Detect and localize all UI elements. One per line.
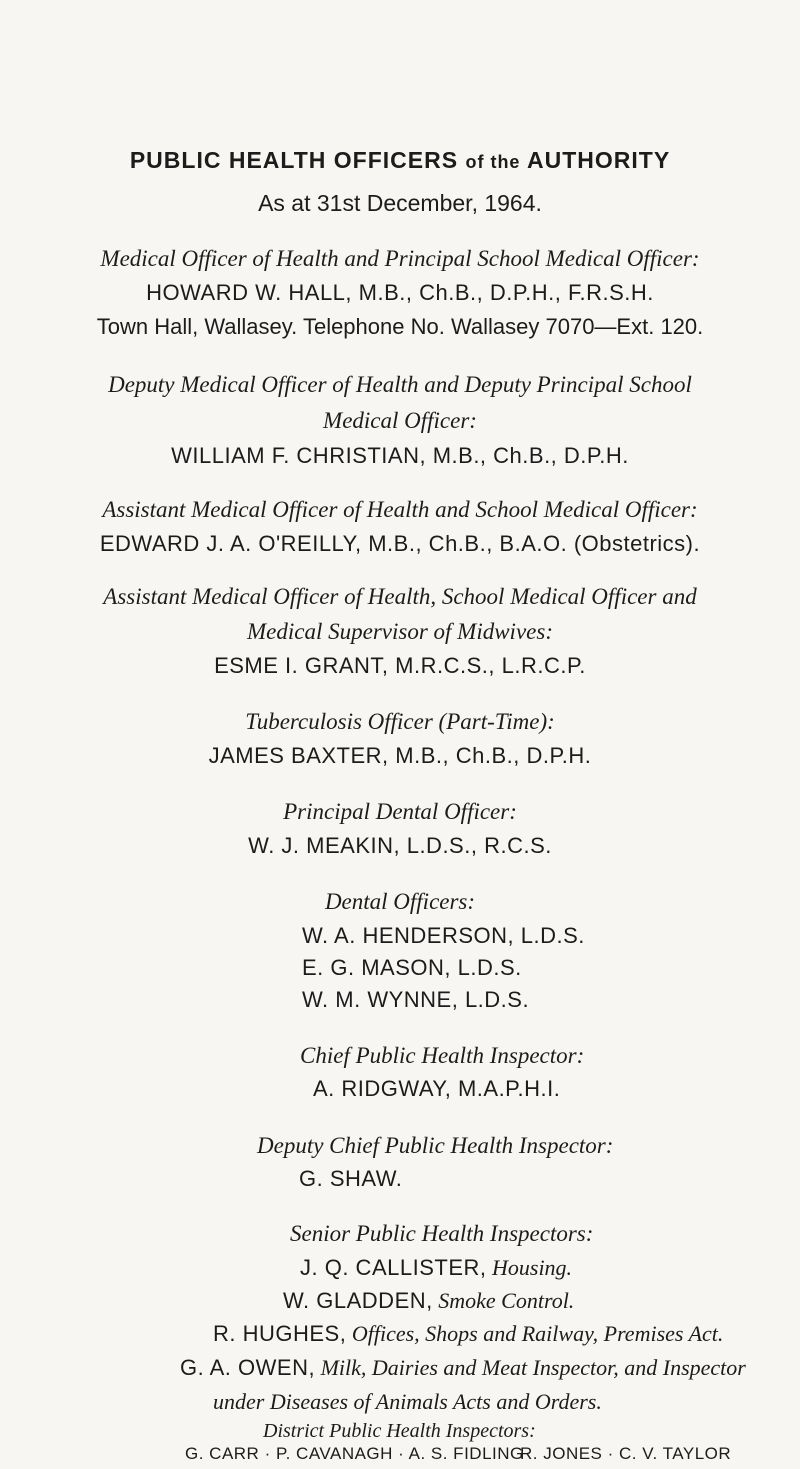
chief-phi-role: Chief Public Health Inspector: bbox=[300, 1043, 585, 1068]
district-phi-role: District Public Health Inspectors: bbox=[263, 1420, 536, 1442]
principal-dental-role: Principal Dental Officer: bbox=[283, 799, 517, 824]
assistant-moh-2-role-cont: Medical Supervisor of Midwives: bbox=[247, 619, 553, 644]
senior-phi-duty: Housing. bbox=[492, 1255, 573, 1280]
district-phi-name: C. V. TAYLOR bbox=[619, 1444, 732, 1463]
senior-phi-name: J. Q. CALLISTER, bbox=[300, 1255, 487, 1280]
senior-phi-duty: Milk, Dairies and Meat Inspector, and Inspector bbox=[320, 1355, 746, 1380]
dental-officers-role: Dental Officers: bbox=[324, 889, 476, 914]
moh-name: HOWARD W. HALL, M.B., Ch.B., D.P.H., F.R.S.H. bbox=[146, 280, 654, 305]
tb-officer-role: Tuberculosis Officer (Part-Time): bbox=[245, 709, 555, 734]
title-part-1: PUBLIC HEALTH OFFICERS bbox=[129, 147, 459, 173]
senior-phi-role: Senior Public Health Inspectors: bbox=[290, 1221, 594, 1246]
deputy-chief-phi-role: Deputy Chief Public Health Inspector: bbox=[257, 1133, 614, 1158]
report-date: As at 31st December, 1964. bbox=[258, 190, 542, 216]
deputy-moh-name: WILLIAM F. CHRISTIAN, M.B., Ch.B., D.P.H. bbox=[171, 443, 629, 468]
title-part-3: AUTHORITY bbox=[527, 147, 671, 173]
senior-phi-name: G. A. OWEN, bbox=[180, 1355, 316, 1380]
chief-phi-name: A. RIDGWAY, M.A.P.H.I. bbox=[313, 1076, 561, 1101]
tb-officer-name: JAMES BAXTER, M.B., Ch.B., D.P.H. bbox=[208, 743, 592, 768]
senior-phi-continuation: under Diseases of Animals Acts and Orders. bbox=[213, 1389, 602, 1414]
senior-phi-duty: Offices, Shops and Railway, Premises Act. bbox=[351, 1321, 724, 1346]
senior-phi-name: W. GLADDEN, bbox=[283, 1288, 433, 1313]
title-part-2: of the bbox=[465, 152, 521, 172]
senior-phi-entry bbox=[300, 1255, 572, 1281]
district-phi-name: A. S. FIDLING bbox=[408, 1444, 524, 1463]
moh-address: Town Hall, Wallasey. Telephone No. Wallasey 7070—Ext. 120. bbox=[96, 314, 704, 339]
principal-dental-name: W. J. MEAKIN, L.D.S., R.C.S. bbox=[248, 833, 552, 858]
district-phi-left-list: G. CARR · P. CAVANAGH · A. S. FIDLING bbox=[185, 1444, 524, 1463]
moh-role: Medical Officer of Health and Principal School Medical Officer: bbox=[100, 246, 700, 271]
senior-phi-entry bbox=[180, 1355, 746, 1381]
senior-phi-entry bbox=[213, 1321, 723, 1347]
senior-phi-entry bbox=[283, 1288, 574, 1314]
deputy-chief-phi-name: G. SHAW. bbox=[299, 1166, 403, 1191]
assistant-moh-2-role: Assistant Medical Officer of Health, School Medical Officer and bbox=[103, 584, 697, 609]
assistant-moh-1-role: Assistant Medical Officer of Health and School Medical Officer: bbox=[102, 497, 698, 522]
deputy-moh-role-cont: Medical Officer: bbox=[323, 408, 477, 433]
district-phi-name: G. CARR bbox=[185, 1444, 260, 1463]
senior-phi-duty: Smoke Control. bbox=[438, 1288, 575, 1313]
dental-officer-name: E. G. MASON, L.D.S. bbox=[302, 955, 522, 980]
dental-officer-name: W. A. HENDERSON, L.D.S. bbox=[302, 923, 585, 948]
district-phi-name: R. JONES bbox=[520, 1444, 603, 1463]
page-title bbox=[0, 147, 800, 174]
district-phi-right-list: R. JONES · C. V. TAYLOR bbox=[520, 1444, 732, 1463]
assistant-moh-2-name: ESME I. GRANT, M.R.C.S., L.R.C.P. bbox=[214, 653, 586, 678]
senior-phi-name: R. HUGHES, bbox=[213, 1321, 347, 1346]
district-phi-name: P. CAVANAGH bbox=[275, 1444, 393, 1463]
assistant-moh-1-name: EDWARD J. A. O'REILLY, M.B., Ch.B., B.A.O. (Obstetrics). bbox=[99, 531, 701, 556]
deputy-moh-role: Deputy Medical Officer of Health and Deputy Principal School bbox=[108, 372, 692, 397]
dental-officer-name: W. M. WYNNE, L.D.S. bbox=[302, 987, 530, 1012]
